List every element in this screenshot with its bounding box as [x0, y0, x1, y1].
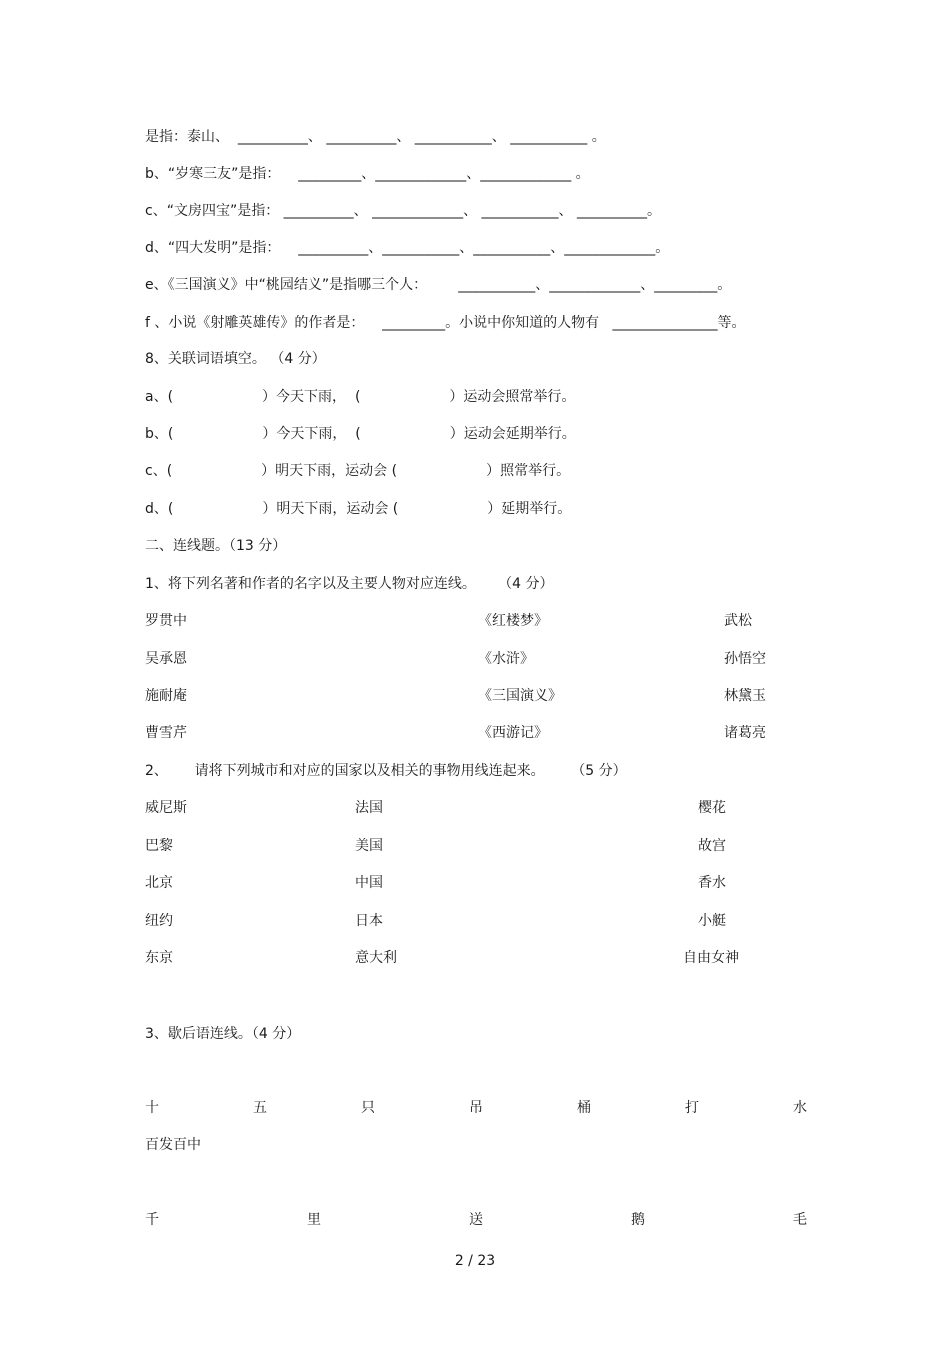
- match1-author: 吴承恩: [145, 651, 187, 667]
- idiom-char: 水: [793, 1100, 807, 1116]
- match2-thing: 小艇: [698, 913, 726, 929]
- question-8b: b、( ）今天下雨， ( ）运动会延期举行。: [145, 426, 576, 442]
- match1-character: 孙悟空: [724, 651, 766, 667]
- match2-city: 巴黎: [145, 838, 173, 854]
- match-question-2-title: 2、 请将下列城市和对应的国家以及相关的事物用线连起来。 （5 分）: [145, 763, 627, 779]
- match1-character: 林黛玉: [724, 688, 766, 704]
- match1-character: 诸葛亮: [724, 725, 766, 741]
- idiom-char: 里: [307, 1212, 321, 1228]
- fill-line-d: d、“四大发明”是指： __________、___________、___________、_____________。: [145, 240, 670, 256]
- match2-thing: 香水: [698, 875, 726, 891]
- match1-book: 《西游记》: [478, 725, 548, 741]
- idiom-char: 桶: [577, 1100, 591, 1116]
- match1-book: 《水浒》: [478, 651, 534, 667]
- idiom-char: 只: [361, 1100, 375, 1116]
- idiom-char: 鹅: [631, 1212, 645, 1228]
- idiom-char: 毛: [793, 1212, 807, 1228]
- match2-thing: 故宫: [698, 838, 726, 854]
- match2-country: 日本: [355, 913, 383, 929]
- fill-line-b: b、“岁寒三友”是指： _________、_____________、_____________ 。: [145, 166, 590, 182]
- idiom-answer: 百发百中: [145, 1137, 201, 1153]
- idiom-char: 送: [469, 1212, 483, 1228]
- match1-author: 施耐庵: [145, 688, 187, 704]
- match2-country: 美国: [355, 838, 383, 854]
- idiom-char: 吊: [469, 1100, 483, 1116]
- match1-author: 曹雪芹: [145, 725, 187, 741]
- fill-line-1: 是指：泰山、 __________、 __________、 ___________、 ___________ 。: [145, 129, 606, 145]
- fill-line-e: e、《三国演义》中“桃园结义”是指哪三个人： ___________、_____________、_________。: [145, 277, 732, 293]
- match2-country: 意大利: [355, 950, 397, 966]
- match2-thing: 樱花: [698, 800, 726, 816]
- idiom-row-1: [145, 1099, 807, 1117]
- match-question-1-title: 1、将下列名著和作者的名字以及主要人物对应连线。 （4 分）: [145, 576, 554, 592]
- question-8a: a、( ）今天下雨， ( ）运动会照常举行。: [145, 389, 576, 405]
- question-8-title: 8、关联词语填空。 （4 分）: [145, 351, 326, 367]
- page-number: 2 / 23: [454, 1253, 496, 1269]
- match2-city: 北京: [145, 875, 173, 891]
- question-8c: c、( ）明天下雨，运动会 ( ）照常举行。: [145, 463, 571, 479]
- match2-city: 纽约: [145, 913, 173, 929]
- match2-city: 东京: [145, 950, 173, 966]
- section-2-heading: 二、连线题。（13 分）: [145, 538, 287, 554]
- match2-country: 中国: [355, 875, 383, 891]
- match2-country: 法国: [355, 800, 383, 816]
- idiom-row-2: [145, 1211, 807, 1229]
- fill-line-f: f 、小说《射雕英雄传》的作者是： _________。小说中你知道的人物有 _______________等。: [145, 315, 746, 331]
- match-question-3-title: 3、歇后语连线。（4 分）: [145, 1026, 301, 1042]
- idiom-char: 十: [145, 1100, 159, 1116]
- idiom-char: 千: [145, 1212, 159, 1228]
- question-8d: d、( ）明天下雨，运动会 ( ）延期举行。: [145, 501, 572, 517]
- match1-character: 武松: [724, 613, 752, 629]
- match1-book: 《三国演义》: [478, 688, 562, 704]
- match1-author: 罗贯中: [145, 613, 187, 629]
- fill-line-c: c、“文房四宝”是指： __________、 _____________、 ___________、 __________。: [145, 203, 662, 219]
- match2-thing: 自由女神: [683, 950, 739, 966]
- match1-book: 《红楼梦》: [478, 613, 548, 629]
- idiom-char: 五: [253, 1100, 267, 1116]
- idiom-char: 打: [685, 1100, 699, 1116]
- match2-city: 威尼斯: [145, 800, 187, 816]
